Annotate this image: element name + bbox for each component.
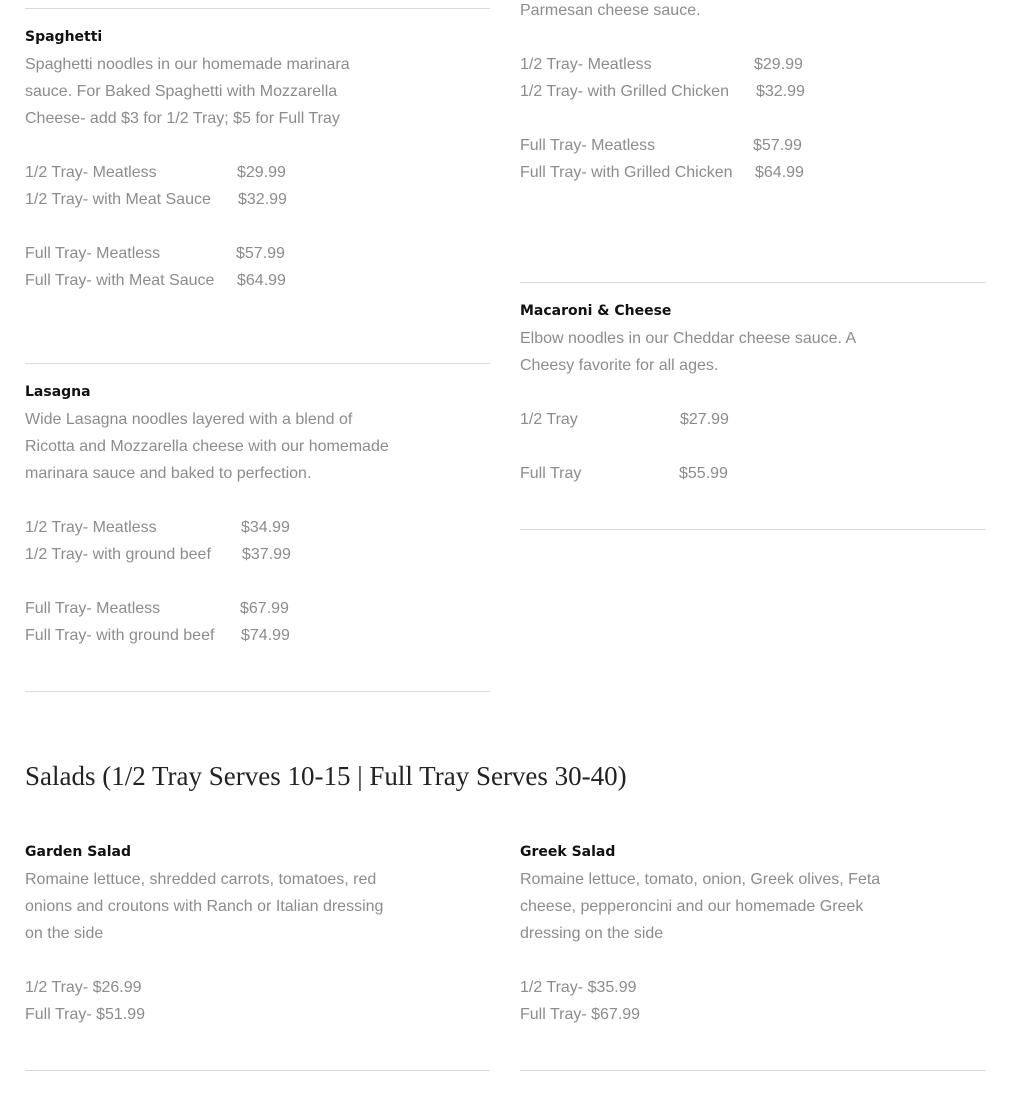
price-row xyxy=(520,460,990,487)
price-row: Full Tray- $67.99 xyxy=(520,1006,641,1023)
tray-price: $37.99 xyxy=(242,546,291,563)
tray-price: $29.99 xyxy=(237,164,286,181)
tray-label: Full Tray- with ground beef xyxy=(25,627,215,644)
price-row xyxy=(25,514,495,541)
item-description-line: Cheesy favorite for all ages. xyxy=(520,357,719,374)
price-row xyxy=(520,159,990,186)
item-description-line: Spaghetti noodles in our homemade marinara xyxy=(25,56,350,73)
item-description-line: Parmesan cheese sauce. xyxy=(520,2,701,19)
price-row: Full Tray- $51.99 xyxy=(25,1006,146,1023)
price-row xyxy=(520,78,990,105)
price-row xyxy=(25,267,495,294)
menu-item-spaghetti xyxy=(25,24,495,294)
tray-price: $64.99 xyxy=(237,272,286,289)
price-row xyxy=(25,541,495,568)
item-description-line: Wide Lasagna noodles layered with a blend of xyxy=(25,411,353,428)
divider xyxy=(520,1070,986,1071)
item-name: Greek Salad xyxy=(520,844,616,860)
item-description-line: Ricotta and Mozzarella cheese with our homemade xyxy=(25,438,389,455)
tray-price: $74.99 xyxy=(241,627,290,644)
menu-item-garden-salad xyxy=(25,839,495,1028)
menu-item-greek-salad xyxy=(520,839,990,1028)
tray-price: $55.99 xyxy=(679,465,728,482)
tray-price: $34.99 xyxy=(241,519,290,536)
tray-label: Full Tray- with Meat Sauce xyxy=(25,272,215,289)
item-description-line: Elbow noodles in our Cheddar cheese sauce. A xyxy=(520,330,857,347)
divider xyxy=(25,8,490,9)
tray-price: $27.99 xyxy=(680,411,729,428)
tray-label: 1/2 Tray- Meatless xyxy=(25,519,157,536)
tray-price: $64.99 xyxy=(755,164,804,181)
item-description-line: dressing on the side xyxy=(520,925,664,942)
tray-price: $57.99 xyxy=(753,137,802,154)
tray-label: 1/2 Tray xyxy=(520,411,578,428)
item-name: Lasagna xyxy=(25,384,91,400)
item-description-line: marinara sauce and baked to perfection. xyxy=(25,465,312,482)
menu-item-mac-and-cheese xyxy=(520,298,990,487)
item-description-line: Cheese- add $3 for 1/2 Tray; $5 for Full Tray xyxy=(25,110,340,127)
price-row: 1/2 Tray- $26.99 xyxy=(25,979,142,996)
price-row xyxy=(25,159,495,186)
tray-label: Full Tray- Meatless xyxy=(520,137,656,154)
tray-price: $32.99 xyxy=(238,191,287,208)
item-name: Macaroni & Cheese xyxy=(520,303,672,319)
tray-label: 1/2 Tray- Meatless xyxy=(520,56,652,73)
divider xyxy=(25,691,490,692)
tray-label: Full Tray- Meatless xyxy=(25,245,161,262)
item-description-line: Romaine lettuce, tomato, onion, Greek olives, Feta xyxy=(520,871,881,888)
price-row xyxy=(25,622,495,649)
price-row: 1/2 Tray- $35.99 xyxy=(520,979,637,996)
price-row xyxy=(520,132,990,159)
divider xyxy=(25,363,490,364)
divider xyxy=(520,282,986,283)
section-heading-salads: Salads (1/2 Tray Serves 10-15 | Full Tray Serves 30-40) xyxy=(25,761,627,791)
item-description-line: on the side xyxy=(25,925,104,942)
item-name: Spaghetti xyxy=(25,29,103,45)
tray-label: Full Tray- with Grilled Chicken xyxy=(520,164,733,181)
tray-price: $29.99 xyxy=(754,56,803,73)
tray-label: Full Tray xyxy=(520,465,582,482)
item-description-line: Romaine lettuce, shredded carrots, tomatoes, red xyxy=(25,871,377,888)
tray-label: 1/2 Tray- Meatless xyxy=(25,164,157,181)
price-row xyxy=(25,186,495,213)
tray-label: Full Tray- Meatless xyxy=(25,600,161,617)
tray-label: 1/2 Tray- with Grilled Chicken xyxy=(520,83,729,100)
menu-item-lasagna xyxy=(25,379,495,649)
price-row xyxy=(520,406,990,433)
tray-price: $67.99 xyxy=(240,600,289,617)
divider xyxy=(25,1070,490,1071)
price-row xyxy=(25,240,495,267)
menu-item-alfredo xyxy=(520,0,990,186)
price-row xyxy=(520,51,990,78)
item-description-line: onions and croutons with Ranch or Italian dressing xyxy=(25,898,384,915)
item-description-line: cheese, pepperoncini and our homemade Greek xyxy=(520,898,864,915)
tray-label: 1/2 Tray- with ground beef xyxy=(25,546,211,563)
divider xyxy=(520,529,986,530)
item-description-line: sauce. For Baked Spaghetti with Mozzarella xyxy=(25,83,338,100)
item-name: Garden Salad xyxy=(25,844,131,860)
price-row xyxy=(25,595,495,622)
tray-label: 1/2 Tray- with Meat Sauce xyxy=(25,191,211,208)
tray-price: $57.99 xyxy=(236,245,285,262)
tray-price: $32.99 xyxy=(756,83,805,100)
